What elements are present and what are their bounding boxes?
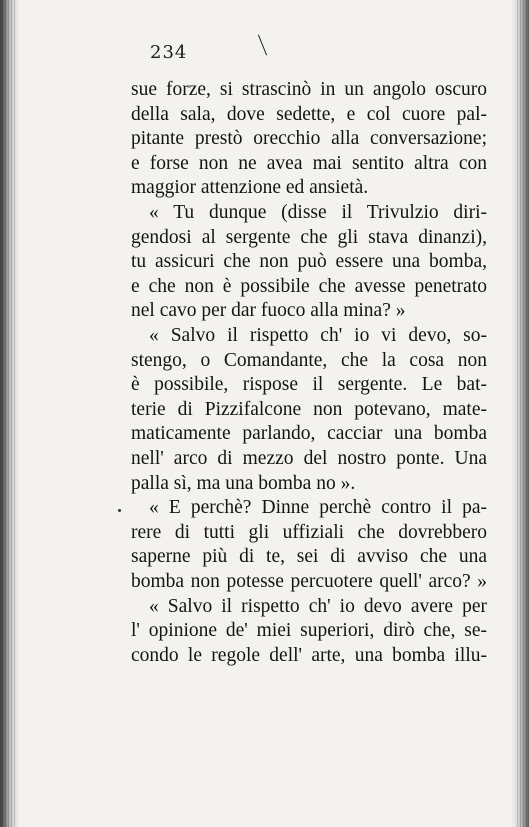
text-line: sue forze, si strascinò in un angolo oscuro (131, 79, 487, 100)
text-line: tu assicuri che non può essere una bomba, (131, 251, 487, 273)
text-line: « Salvo il rispetto ch' io devo avere per (149, 595, 487, 617)
text-line: nell' arco di mezzo del nostro ponte. Una (131, 448, 487, 469)
text-line: della sala, dove sedette, e col cuore pal- (131, 103, 487, 125)
text-line: e forse non ne avea mai sentito altra con (131, 152, 487, 174)
text-line: saperne più di te, sei di avviso che una (131, 546, 487, 568)
text-line: gendosi al sergente che gli stava dinanzi), (131, 226, 487, 248)
text-line: maggior attenzione ed ansietà. (131, 177, 369, 199)
text-line: pitante prestò orecchio alla conversazione; (131, 128, 487, 150)
text-line: « Salvo il rispetto ch' io vi devo, so- (149, 325, 487, 346)
text-line: palla sì, ma una bomba no ». (131, 472, 356, 494)
binding-edge-texture (2, 0, 16, 827)
pen-stroke-mark (258, 35, 267, 56)
text-line: è possibile, rispose il sergente. Le bat- (131, 374, 487, 396)
text-line: l' opinione de' miei superiori, dirò che, se- (131, 620, 487, 642)
text-line: « Tu dunque (disse il Trivulzio diri- (149, 202, 487, 223)
text-line: « E perchè? Dinne perchè contro il pa- (149, 497, 487, 519)
text-line: bomba non potesse percuotere quell' arco? » (131, 571, 487, 592)
text-line: rere di tutti gli uffiziali che dovrebbero (131, 521, 487, 543)
text-line: stengo, o Comandante, che la cosa non (131, 349, 487, 371)
text-line: nel cavo per dar fuoco alla mina? » (131, 300, 406, 322)
text-line: maticamente parlando, cacciar una bomba (131, 423, 487, 445)
text-line: e che non è possibile che avesse penetrato (131, 275, 487, 297)
page-number: 234 (150, 42, 188, 63)
ink-dot-mark (118, 509, 121, 512)
page-right-edge-texture (517, 0, 527, 827)
text-line: condo le regole dell' arte, una bomba illu- (131, 644, 487, 666)
text-line: terie di Pizzifalcone non potevano, mate- (131, 398, 487, 420)
